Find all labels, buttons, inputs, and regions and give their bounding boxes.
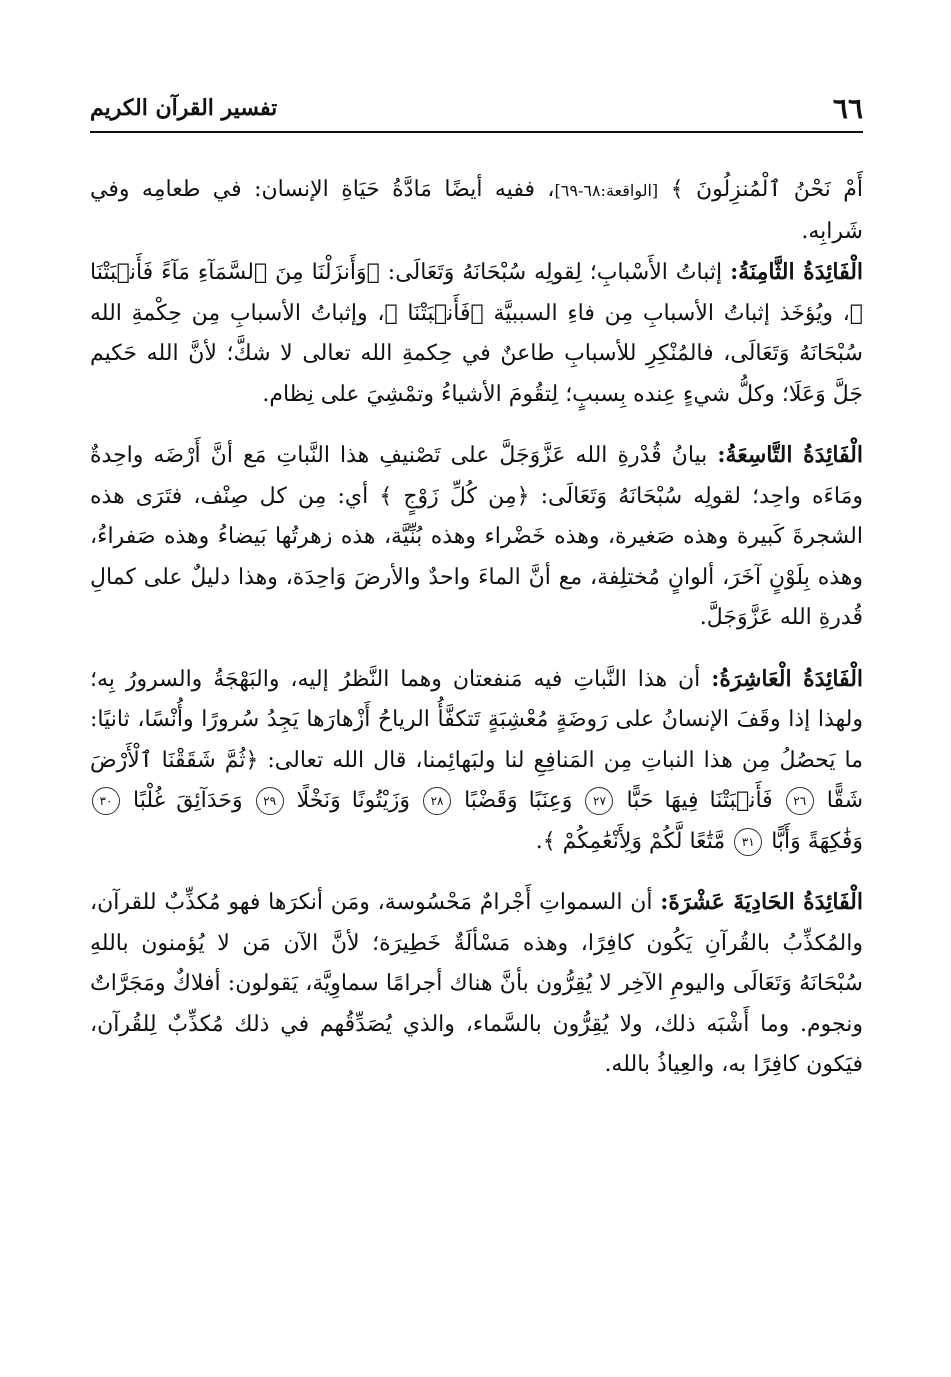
paragraph-text: ، وإثباتُ الأسبابِ مِن حِكْمةِ الله سُبْحَانَهُ وَتَعَالَى، فالمُنْكِرِ للأسبابِ طاعنٌ في حِكمةِ الله تعالى لا شكَّ؛ لأنَّ الله حَكيم جَلَّ وَعَلَا؛ وكلُّ شيءٍ عِنده بِسببٍ؛ لِتقُومَ الأشياءُ وتمْشِيَ على نِظام. xyxy=(90,300,863,407)
page-header xyxy=(90,86,863,130)
quran-verse: وَعِنَبًا وَقَضْبًا xyxy=(464,788,573,813)
quran-verse: مَّتَٰعًا لَّكُمْ وَلِأَنْعَٰمِكُمْ ﴾ xyxy=(542,828,726,854)
verse-number: ٢٩ xyxy=(256,787,284,815)
paragraph-benefit-11 xyxy=(90,882,863,1086)
paragraph-text: أي: مِن كل صِنْف، فتَرَى هذه الشجرةَ كَبيرة وهذه صَغيرة، وهذه خَضْراء وهذه بُنِّيَّة، هذه زهرتُها بَيضاءُ وهذه صَفراءُ، وهذه بِلَوْنٍ آخَرَ، ألوانٍ مُختلِفة، مع أنَّ الماءَ واحدٌ والأرضَ وَاحِدَة، وهذا دليلٌ على كمالِ قُدرةِ الله عَزَّوَجَلَّ. xyxy=(90,483,863,630)
verse-number: ٣١ xyxy=(734,828,762,856)
paragraph-benefit-10 xyxy=(90,659,863,863)
benefit-heading: الْفَائِدَةُ الحَادِيَةَ عَشْرَةَ: xyxy=(660,889,863,915)
verse-number: ٢٧ xyxy=(585,787,613,815)
verse-number: ٢٨ xyxy=(423,787,451,815)
quran-verse: فَأَنۢبَتْنَا فِيهَا حَبًّا xyxy=(626,788,773,813)
paragraph-text: ، ويُؤخَذ إثباتُ الأسبابِ مِن فاءِ السببيَّة xyxy=(493,300,850,326)
quran-verse: ﴿مِن كُلِّ زَوْجٍ ﴾ xyxy=(379,483,530,509)
benefit-heading: الْفَائِدَةُ الْعَاشِرَةُ: xyxy=(711,665,864,692)
page-number: ٦٦ xyxy=(832,91,863,125)
paragraph-text: أن هذا النَّباتِ فيه مَنفعتان وهما النَّظرُ إليه، والبَهْجَةُ والسرورُ بِه؛ ولهذا إذا وقَفَ الإنسانُ على رَوضَةٍ مُعْشِبَةٍ تَتكفَّأُ الرياحُ أَزْهارَها يَجِدُ سُرورًا وأُنْسًا، ثانيًا: ما يَحصُلُ مِن هذا النباتِ مِن المَنافِعِ لنا ولبَهائِمنا، قال الله تعالى: xyxy=(90,666,863,773)
verse-number: ٣٠ xyxy=(92,787,120,815)
paragraph-benefit-9 xyxy=(90,435,863,639)
header-rule xyxy=(90,131,863,133)
quran-verse: ﴿فَأَنۢبَتْنَا ﴾ xyxy=(384,300,484,326)
quran-verse: ﴿ثُمَّ شَقَقْنَا ٱلْأَرْضَ شَقًّا xyxy=(90,747,864,813)
quran-verse: وَفَٰكِهَةً وَأَبًّا xyxy=(771,828,863,854)
verse-number: ٢٦ xyxy=(786,787,814,815)
paragraph-text: . xyxy=(535,828,543,854)
benefit-heading: الْفَائِدَةُ التَّاسِعَةُ: xyxy=(717,442,863,468)
paragraph-text: ، ففيه أيضًا مَادَّةُ حَيَاةِ الإنسان: في طعامِه وفي شَرابِه. xyxy=(90,177,863,244)
paragraph-text: بيانُ قُدْرةِ الله عَزَّوَجَلَّ على تَصْنيفِ هذا النَّباتِ مَع أنَّ أَرْضَه واحِدةٌ ومَاءَه واحِد؛ لقولِه سُبْحَانَهُ وَتَعَالَى: xyxy=(90,443,863,509)
benefit-heading: الْفَائِدَةُ الثَّامِنَةُ: xyxy=(730,259,864,285)
paragraph-text: إثباتُ الأَسْبابِ؛ لِقولِه سُبْحَانَهُ وَتَعَالَى: xyxy=(387,260,723,285)
quran-verse: ﴿وَأَنزَلْنَا مِنَ ٱلسَّمَآءِ مَآءً فَأَنۢبَتْنَا ﴾ xyxy=(90,260,863,326)
quran-verse: أَمْ نَحْنُ ٱلْمُنزِلُونَ ﴾ xyxy=(670,177,863,202)
running-title: تفسير القرآن الكريم xyxy=(90,95,278,121)
paragraph-continuation xyxy=(90,170,863,252)
quran-verse: وَزَيْتُونًا وَنَخْلًا xyxy=(296,788,410,813)
paragraph-text: أن السمواتِ أَجْرامٌ مَحْسُوسة، ومَن أنكرَها فهو مُكذِّبٌ للقرآن، والمُكذِّبُ بالقُرآنِ يَكُون كافِرًا، وهذه مَسْألَةٌ خَطِيرَة؛ لأنَّ الآن مَن لا يُؤمنون باللهِ سُبْحَانَهُ وَتَعَالَى واليومِ الآخِر لا يُقِرُّون بأنَّ هناك أجرامًا سماوِيَّة، يَقولون: أفلاكٌ ومَجَرَّاتٌ ونجوم. وما أَشْبَه ذلك، ولا يُقِرُّون بالسَّماء، والذي يُصَدِّقُهم في ذلك مُكذِّبٌ لِلقُرآن، فيَكون كافِرًا به، والعِياذُ بالله. xyxy=(90,890,863,1077)
page-body xyxy=(90,170,863,1086)
verse-reference: [الواقعة:٦٨-٦٩] xyxy=(554,181,659,200)
quran-verse: وَحَدَآئِقَ غُلْبًا xyxy=(133,788,243,813)
paragraph-benefit-8 xyxy=(90,252,863,415)
